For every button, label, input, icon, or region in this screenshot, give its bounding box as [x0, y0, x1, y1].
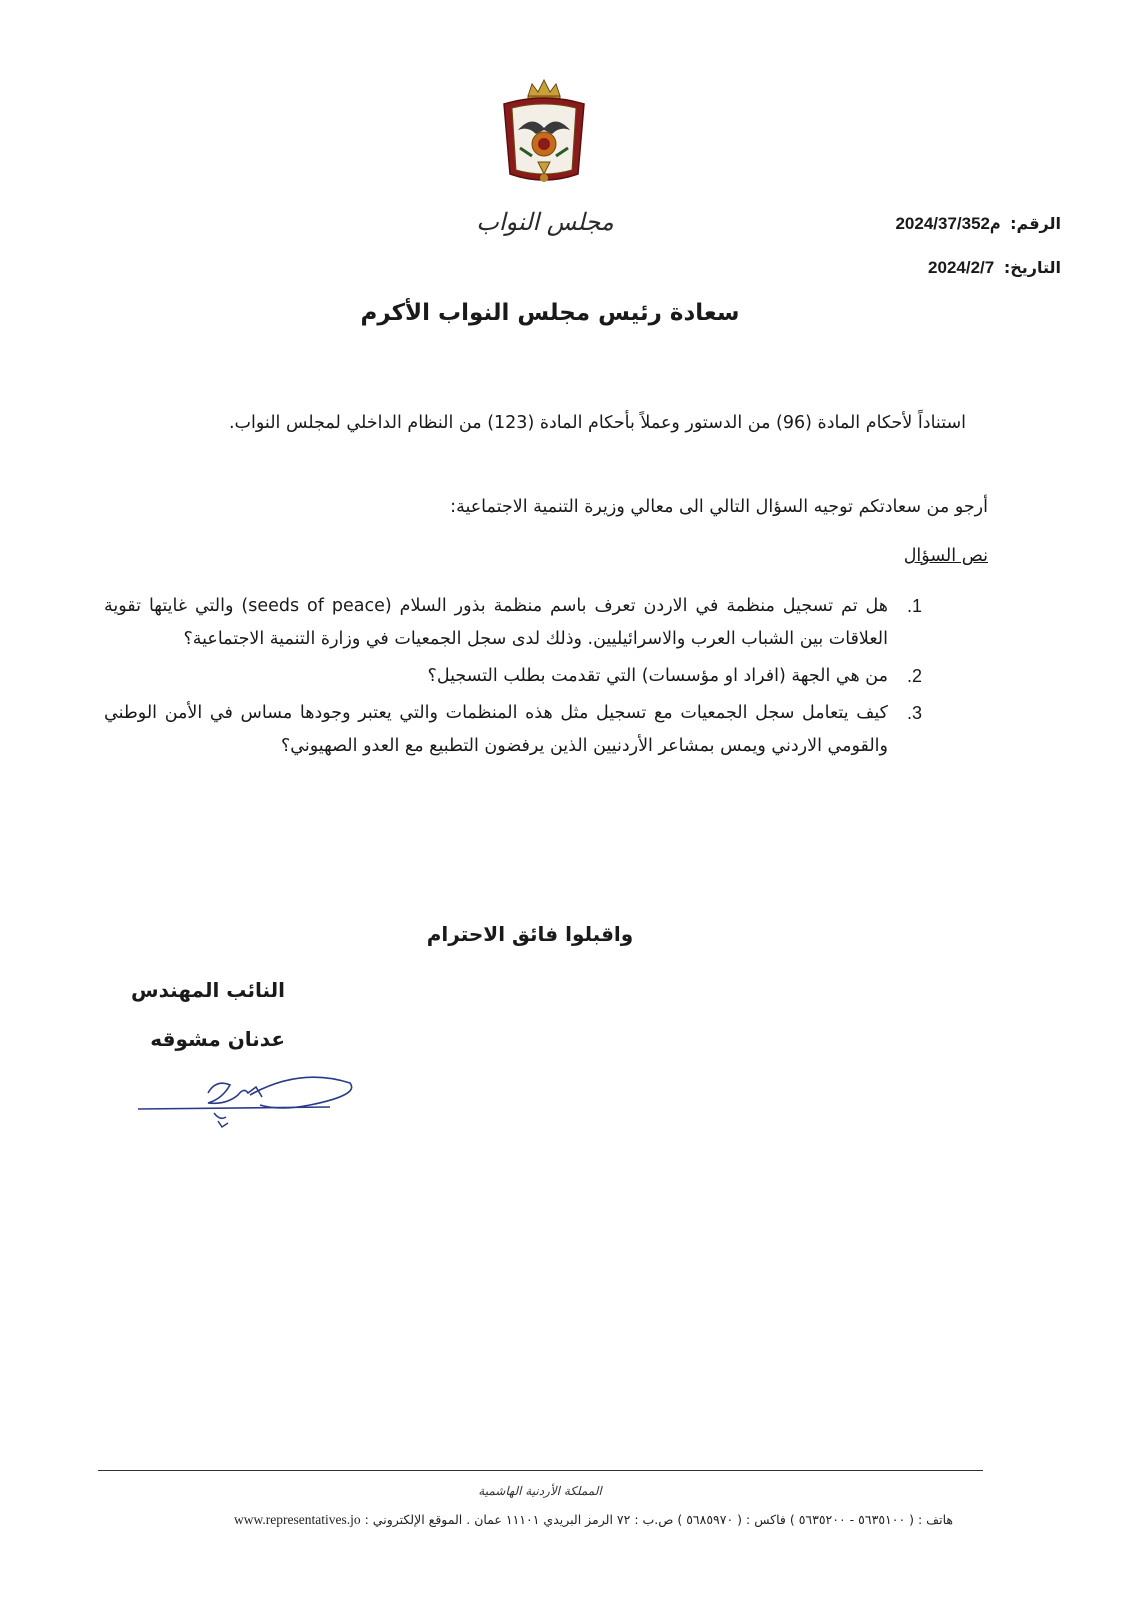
- footer-website-link[interactable]: www.representatives.jo: [234, 1512, 361, 1527]
- request-paragraph: أرجو من سعادتكم توجيه السؤال التالي الى معالي وزيرة التنمية الاجتماعية:: [450, 497, 988, 517]
- question-text: هل تم تسجيل منظمة في الاردن تعرف باسم منظمة بذور السلام (seeds of peace) والتي غايتها تقوية العلاقات بين الشباب العرب والاسرائيليين. وذلك لدى سجل الجمعيات في وزارة التنمية الاجتماعية؟: [104, 596, 889, 649]
- question-number: 1.: [906, 596, 922, 616]
- reference-value: م2024/37/352: [895, 214, 1001, 233]
- council-logo-text: مجلس النواب: [476, 208, 614, 236]
- reference-label: الرقم:: [1010, 214, 1061, 233]
- question-text: من هي الجهة (افراد او مؤسسات) التي تقدمت بطلب التسجيل؟: [427, 666, 888, 686]
- footer-divider: [98, 1470, 983, 1471]
- document-date: [928, 258, 1061, 278]
- handwritten-signature: [130, 1065, 360, 1135]
- signatory-title: النائب المهندس: [131, 978, 285, 1002]
- footer-kingdom-name: المملكة الأردنية الهاشمية: [478, 1484, 602, 1498]
- reference-number: [895, 214, 1061, 234]
- footer-contact-text: هاتف : ( ٥٦٣٥١٠٠ - ٥٦٣٥٢٠٠ ) فاكس : ( ٥٦٨٥٩٧٠ ) ص.ب : ٧٢ الرمز البريدي ١١١٠١ عمان . الموقع الإلكتروني :: [364, 1512, 953, 1527]
- list-item: [104, 697, 988, 763]
- list-item: [104, 660, 988, 693]
- footer-contact-info: [120, 1512, 953, 1528]
- royal-emblem-icon: [498, 78, 590, 190]
- addressee-heading: سعادة رئيس مجلس النواب الأكرم: [360, 300, 740, 326]
- signatory-name: عدنان مشوقه: [150, 1027, 285, 1051]
- questions-list: [104, 590, 988, 767]
- date-label: التاريخ:: [1003, 258, 1061, 277]
- question-number: 2.: [906, 666, 922, 686]
- closing-salutation: واقبلوا فائق الاحترام: [426, 922, 634, 946]
- question-heading: نص السؤال: [903, 546, 988, 566]
- question-text: كيف يتعامل سجل الجمعيات مع تسجيل مثل هذه المنظمات والتي يعتبر وجودها مساس في الأمن الوطني والقومي الاردني ويمس بمشاعر الأردنيين الذين يرفضون التطبيع مع العدو الصهيوني؟: [104, 703, 888, 756]
- list-item: [104, 590, 988, 656]
- date-value: 2024/2/7: [928, 258, 995, 277]
- intro-paragraph: استناداً لأحكام المادة (96) من الدستور وعملاً بأحكام المادة (123) من النظام الداخلي لمجلس النواب.: [228, 413, 966, 433]
- question-number: 3.: [906, 703, 922, 723]
